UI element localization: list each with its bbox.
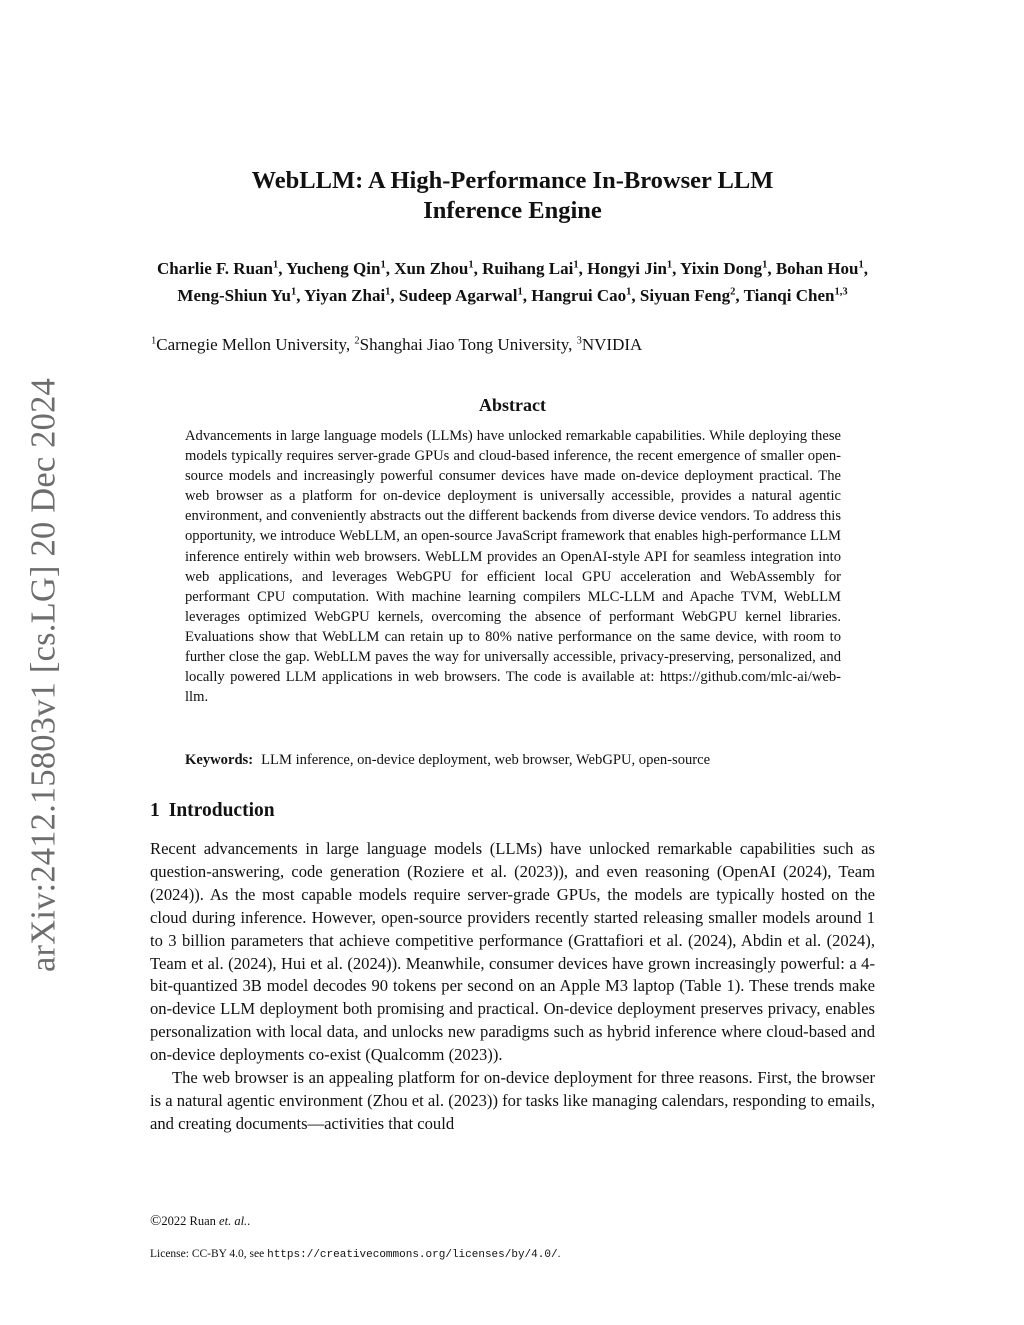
- keywords-label: Keywords:: [185, 752, 254, 768]
- arxiv-identifier: arXiv:2412.15803v1 [cs.LG] 20 Dec 2024: [24, 378, 63, 972]
- introduction-body: [150, 838, 875, 1136]
- paper-title: [150, 166, 875, 226]
- affiliation: $^2$Shanghai Jiao Tong University,: [354, 335, 573, 354]
- author: Yiyan Zhai$^1$,: [304, 286, 395, 305]
- abstract-heading: Abstract: [479, 395, 546, 415]
- affiliation: $^1$Carnegie Mellon University,: [151, 335, 351, 354]
- abstract-body: Advancements in large language models (LLMs) have unlocked remarkable capabilities. While deploying these models typically requires server-grade GPUs and cloud-based inference, the recent emergence of smaller open-source models and increasingly powerful consumer devices have made on-device deployment practical. The web browser as a platform for on-device deployment is universally accessible, provides a natural agentic environment, and conveniently abstracts out the different backends from diverse device vendors. To address this opportunity, we introduce WebLLM, an open-source JavaScript framework that enables high-performance LLM inference entirely within web browsers. WebLLM provides an OpenAI-style API for seamless integration into web applications, and leverages WebGPU for efficient local GPU acceleration and WebAssembly for performant CPU computation. With machine learning compilers MLC-LLM and Apache TVM, WebLLM leverages optimized WebGPU kernels, overcoming the absence of performant WebGPU kernel libraries. Evaluations show that WebLLM can retain up to 80% native performance on the same device, with room to further close the gap. WebLLM paves the way for universally accessible, privacy-preserving, personalized, and locally powered LLM applications in web browsers. The code is available at: https://github.com/mlc-ai/web-llm.: [185, 428, 841, 706]
- affiliation: $^3$NVIDIA: [576, 335, 643, 354]
- author: Yucheng Qin$^1$,: [286, 259, 390, 278]
- author: Yixin Dong$^1$,: [680, 259, 772, 278]
- page-footer: [150, 1212, 875, 1261]
- author: Hangrui Cao$^1$,: [531, 286, 636, 305]
- author: Ruihang Lai$^1$,: [482, 259, 583, 278]
- paper-title-line-1: WebLLM: A High-Performance In-Browser LLM: [251, 167, 774, 194]
- author: Meng-Shiun Yu$^1$,: [177, 286, 301, 305]
- section-title: Introduction: [168, 800, 275, 821]
- author: Hongyi Jin$^1$,: [587, 259, 677, 278]
- paper-title-line-2: Inference Engine: [423, 197, 602, 224]
- author: Sudeep Agarwal$^1$,: [398, 286, 527, 305]
- author: Siyuan Feng$^2$,: [639, 286, 740, 305]
- author: Xun Zhou$^1$,: [394, 259, 478, 278]
- author: Charlie F. Ruan$^1$,: [156, 259, 283, 278]
- copyright-icon: ©: [150, 1213, 162, 1229]
- section-number: 1: [150, 800, 160, 821]
- license-notice: License: CC-BY 4.0, see https://creativecommons.org/licenses/by/4.0/.: [150, 1248, 561, 1261]
- author: Bohan Hou$^1$,: [775, 259, 869, 278]
- author-list: [140, 255, 885, 309]
- introduction-paragraph: Recent advancements in large language models (LLMs) have unlocked remarkable capabilities such as question-answering, code generation (Roziere et al. (2023)), and even reasoning (OpenAI (2024), Team (2024)). As the most capable models require server-grade GPUs, the models are typically hosted on the cloud during inference. However, open-source providers recently started releasing smaller models around 1 to 3 billion parameters that achieve competitive performance (Grattafiori et al. (2024), Abdin et al. (2024), Team et al. (2024), Hui et al. (2024)). Meanwhile, consumer devices have grown increasingly powerful: a 4-bit-quantized 3B model decodes 90 tokens per second on an Apple M3 laptop (Table 1). These trends make on-device LLM deployment both promising and practical. On-device deployment preserves privacy, enables personalization with local data, and unlocks new paradigms such as hybrid inference where cloud-based and on-device deployments co-exist (Qualcomm (2023)).: [150, 839, 875, 1065]
- keywords-list: LLM inference, on-device deployment, web browser, WebGPU, open-source: [261, 752, 711, 768]
- license-link[interactable]: https://creativecommons.org/licenses/by/4.0/: [267, 1249, 558, 1261]
- section-heading-introduction: [150, 800, 275, 822]
- author: Tianqi Chen$^{1,3}$: [743, 286, 848, 305]
- copyright-notice: ©2022 Ruan et. al..: [150, 1213, 251, 1229]
- keywords-line: [185, 750, 845, 770]
- affiliations: [151, 334, 881, 356]
- introduction-paragraph: The web browser is an appealing platform for on-device deployment for three reasons. First, the browser is a natural agentic environment (Zhou et al. (2023)) for tasks like managing calendars, responding to emails, and creating documents—activities that could: [150, 1068, 875, 1133]
- arxiv-side-stamp: [24, 78, 64, 972]
